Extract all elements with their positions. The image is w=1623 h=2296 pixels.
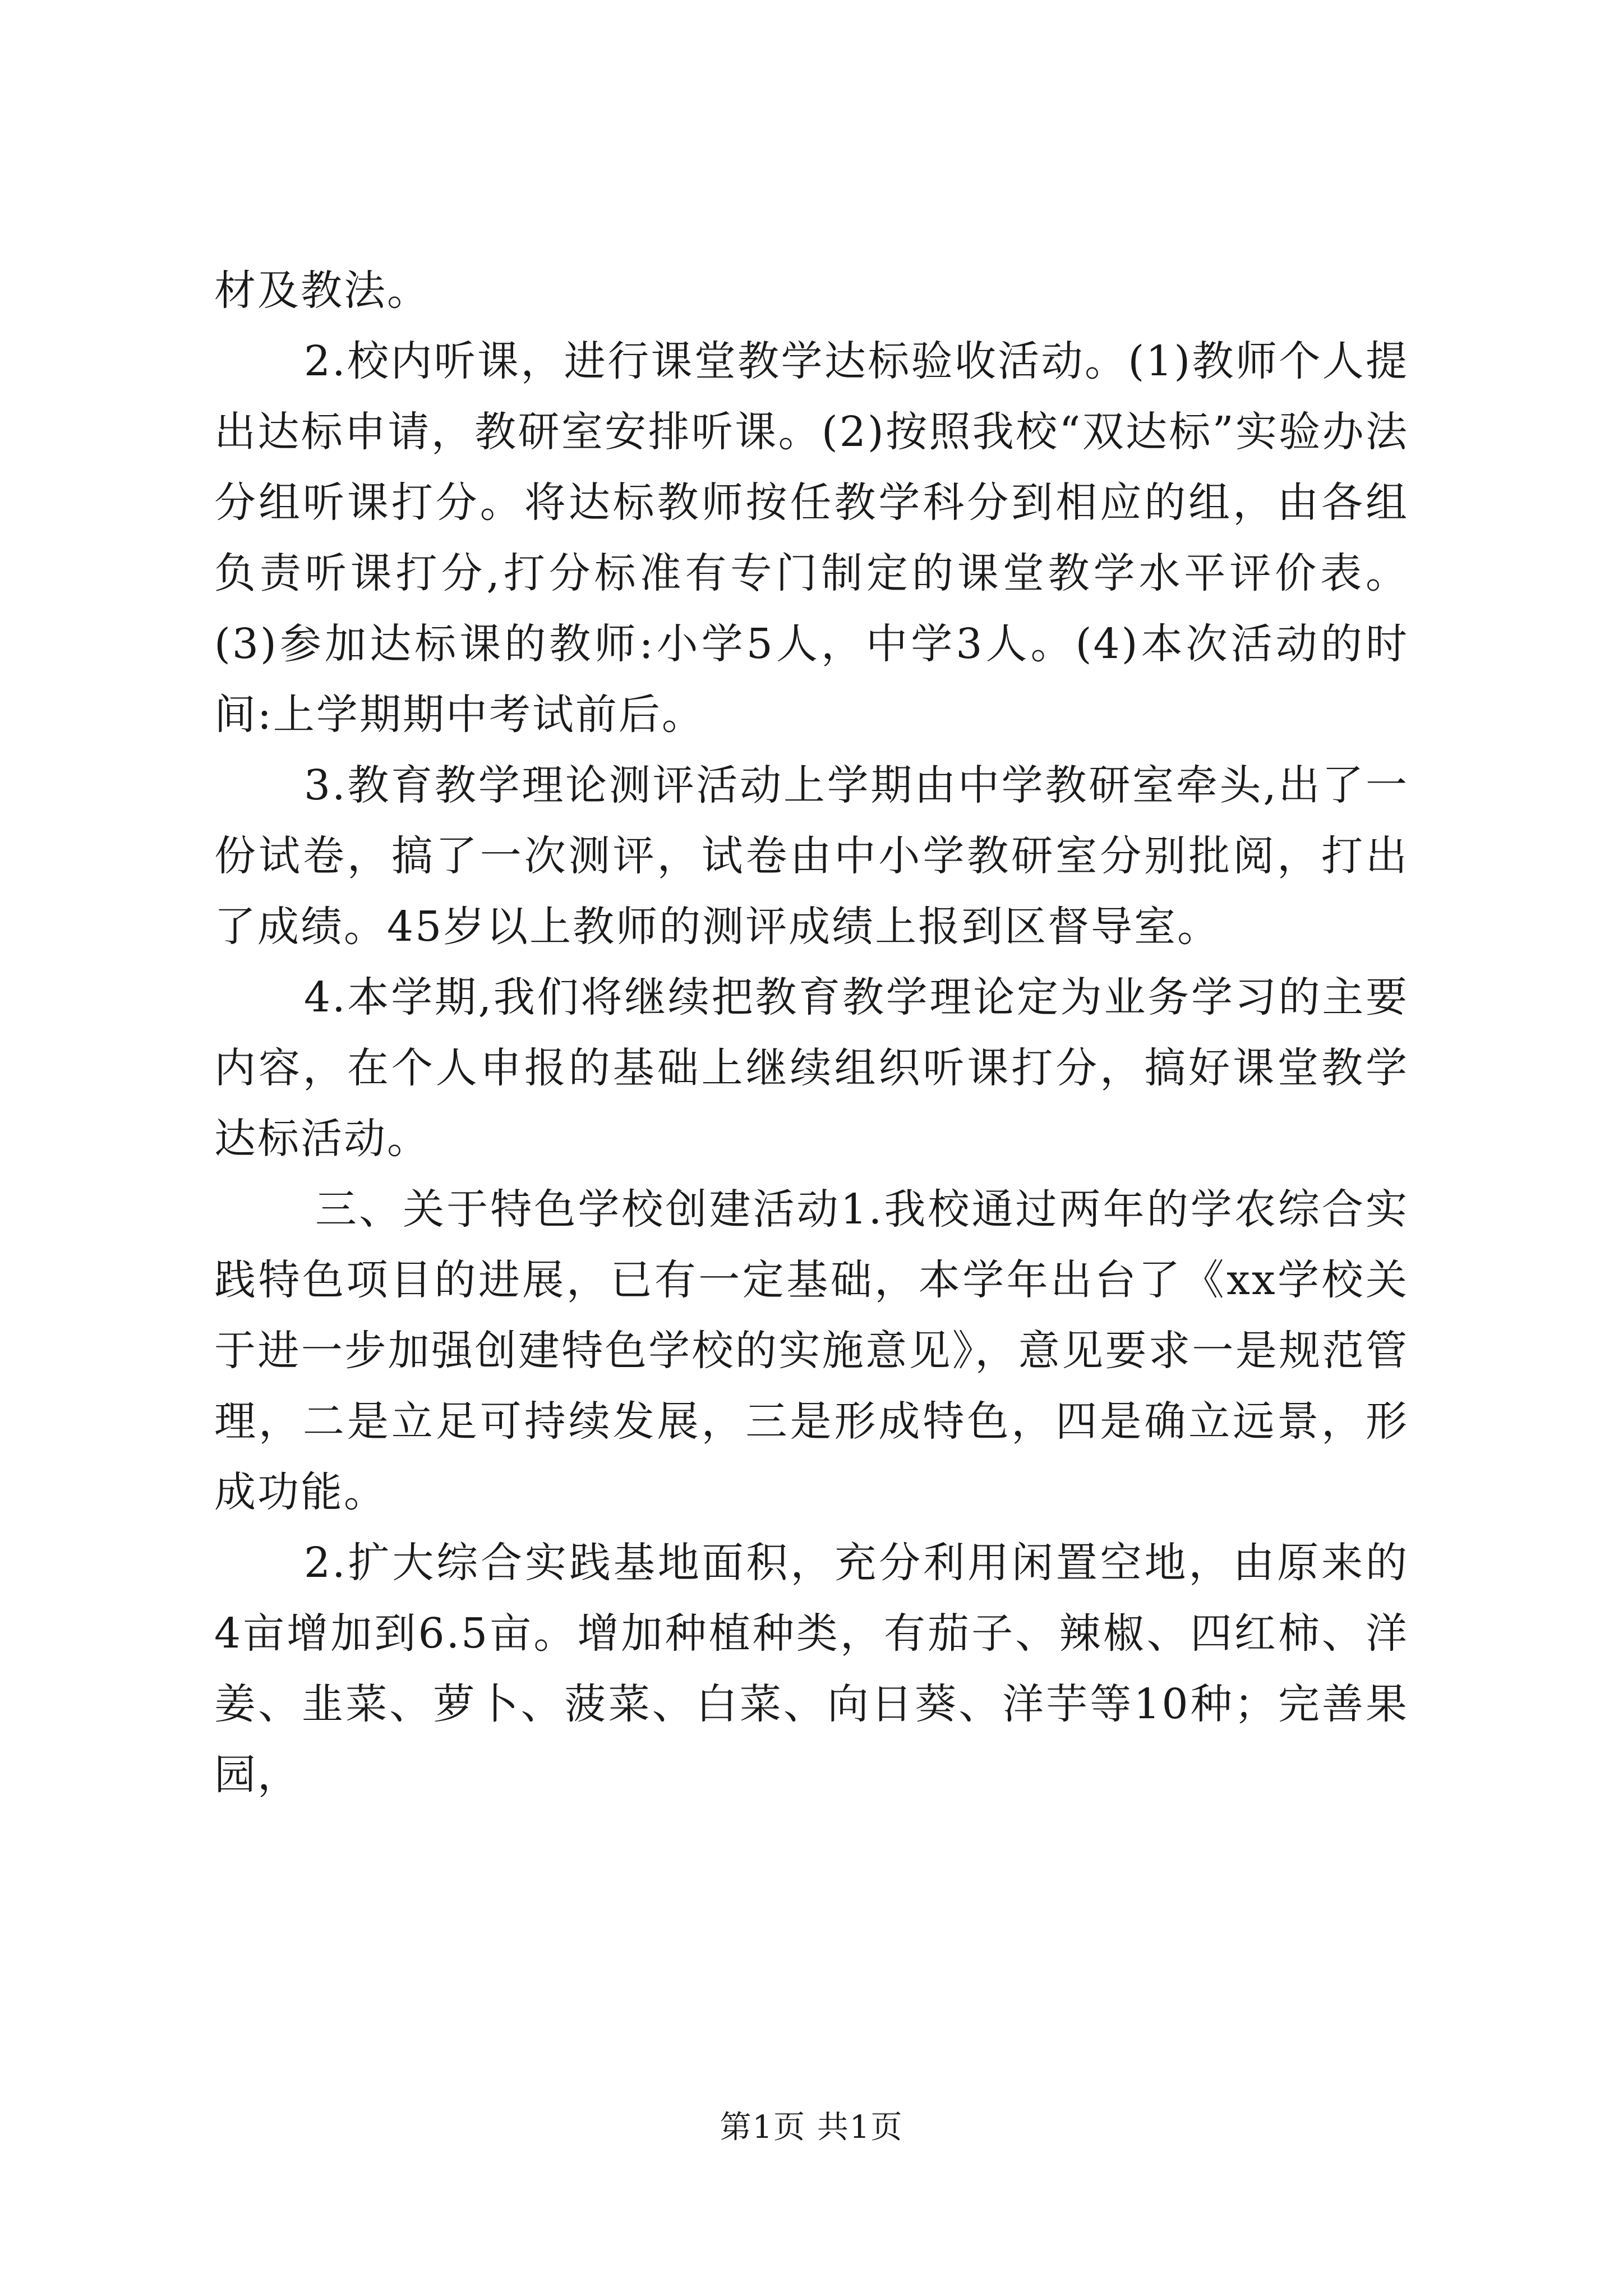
- paragraph-section-3-featured-school: 三、关于特色学校创建活动1.我校通过两年的学农综合实践特色项目的进展，已有一定基础，本学年出台了《xx学校关于进一步加强创建特色学校的实施意见》，意见要求一是规范管理，二是立足可持续发展，三是形成特色，四是确立远景，形成功能。: [214, 1185, 1409, 1516]
- paragraph-item-3-theory-assessment: 3.教育教学理论测评活动上学期由中学教研室牵头,出了一份试卷，搞了一次测评，试卷由中小学教研室分别批阅，打出了成绩。45岁以上教师的测评成绩上报到区督导室。: [214, 761, 1409, 951]
- paragraph-item-2-classroom-observation: 2.校内听课，进行课堂教学达标验收活动。(1)教师个人提出达标申请，教研室安排听课。(2)按照我校“双达标”实验办法分组听课打分。将达标教师按任教学科分到相应的组，由各组负责听课打分,打分标准有专门制定的课堂教学水平评价表。(3)参加达标课的教师:小学5人，中学3人。(4)本次活动的时间:上学期期中考试前后。: [214, 337, 1409, 739]
- document-body: [214, 255, 1409, 1810]
- paragraph-item-2-practice-base: 2.扩大综合实践基地面积，充分利用闲置空地，由原来的4亩增加到6.5亩。增加种植种类，有茄子、辣椒、四红柿、洋姜、韭菜、萝卜、菠菜、白菜、向日葵、洋芋等10种；完善果园，: [214, 1539, 1409, 1799]
- paragraph-item-4-this-semester: 4.本学期,我们将继续把教育教学理论定为业务学习的主要内容，在个人申报的基础上继续组织听课打分，搞好课堂教学达标活动。: [214, 973, 1409, 1163]
- page-footer: 第1页 共1页: [720, 2109, 903, 2146]
- paragraph-continuation: 材及教法。: [214, 266, 430, 315]
